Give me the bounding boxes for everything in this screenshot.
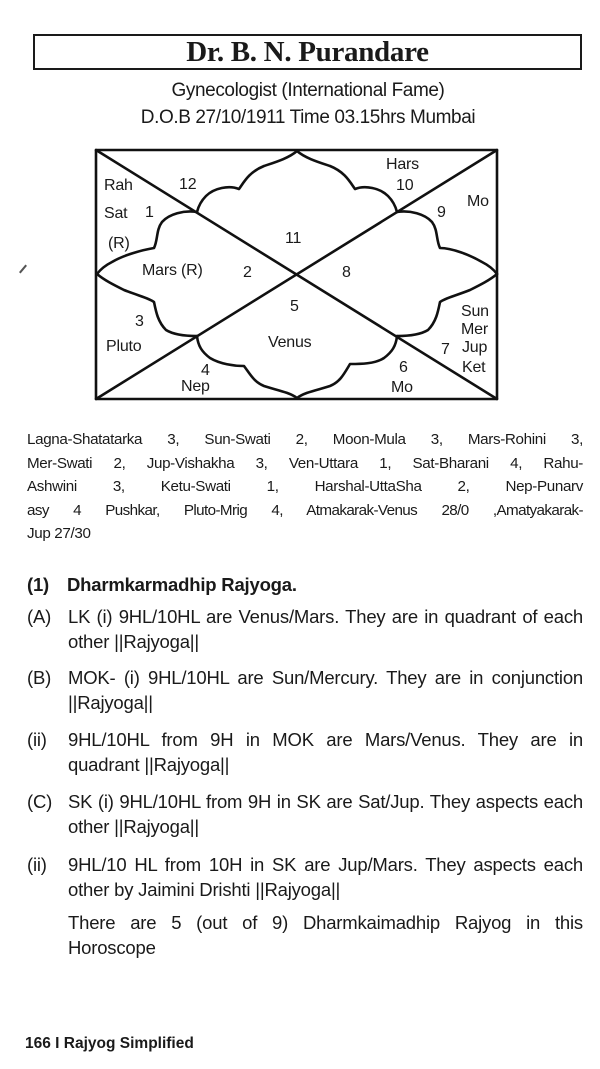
item-marker: (A) [27, 606, 52, 627]
rajyoga-item-b [27, 665, 583, 715]
house-6-number: 6 [399, 359, 408, 376]
house-9-planet-mo: Mo [467, 193, 489, 210]
house-1-planet-rah: Rah [104, 177, 133, 194]
item-marker: (B) [27, 667, 52, 688]
item-text: MOK- (i) 9HL/10HL are Sun/Mercury. They are in conjunction ||Rajyoga|| [68, 667, 583, 713]
house-7-planet-jup: Jup [462, 339, 488, 356]
rajyoga-item-b-ii [27, 727, 583, 777]
section-heading [27, 574, 297, 596]
item-marker: (ii) [27, 729, 47, 750]
profession-line: Gynecologist (International Fame) [171, 80, 445, 101]
house-10-planet-hars: Hars [386, 156, 419, 173]
house-2-number: 2 [243, 264, 252, 281]
item-text: 9HL/10HL from 9H in MOK are Mars/Venus. They are in quadrant ||Rajyoga|| [68, 729, 583, 775]
house-8-number: 8 [342, 264, 351, 281]
house-5-planet-venus: Venus [268, 334, 312, 351]
item-text: 9HL/10 HL from 10H in SK are Jup/Mars. They aspects each other by Jaimini Drishti ||Rajyoga|| [68, 854, 583, 900]
nakshatra-paragraph [27, 428, 583, 546]
birth-details-line: D.O.B 27/10/1911 Time 03.15hrs Mumbai [140, 107, 476, 128]
house-1-planet-sat: Sat [104, 205, 128, 222]
section-number: (1) [27, 574, 50, 595]
item-marker: (ii) [27, 854, 47, 875]
house-7-number: 7 [441, 341, 450, 358]
nakshatra-line: Mer-Swati 2, Jup-Vishakha 3, Ven-Uttara 1, Sat-Bharani 4, Rahu- [27, 454, 583, 472]
house-1-retro-marker: (R) [108, 235, 130, 252]
house-10-number: 10 [396, 177, 414, 194]
house-7-planet-ket: Ket [462, 359, 486, 376]
house-4-number: 4 [201, 362, 210, 379]
house-7-planet-sun: Sun [461, 303, 489, 320]
horoscope-chart [0, 0, 600, 420]
rajyoga-item-c [27, 789, 583, 839]
house-3-planet-pluto: Pluto [106, 338, 142, 355]
item-text: LK (i) 9HL/10HL are Venus/Mars. They are in quadrant of each other ||Rajyoga|| [68, 606, 583, 652]
page-title: Dr. B. N. Purandare [186, 36, 429, 68]
house-3-number: 3 [135, 313, 144, 330]
item-marker: (C) [27, 791, 53, 812]
nakshatra-line: Lagna-Shatatarka 3, Sun-Swati 2, Moon-Mula 3, Mars-Rohini 3, [27, 431, 583, 448]
house-7-planet-mer: Mer [461, 321, 488, 338]
item-text: SK (i) 9HL/10HL from 9H in SK are Sat/Jup. They aspects each other ||Rajyoga|| [68, 791, 583, 837]
rajyoga-item-c-ii [27, 852, 583, 902]
nakshatra-line: Jup 27/30 [27, 525, 91, 542]
house-1-number: 1 [145, 204, 154, 221]
nakshatra-line: asy 4 Pushkar, Pluto-Mrig 4, Atmakarak-Venus 28/0 ,Amatyakarak- [27, 501, 583, 519]
section-title: Dharmkarmadhip Rajyoga. [67, 574, 297, 595]
house-2-planet-mars: Mars (R) [142, 262, 203, 279]
house-4-planet-nep: Nep [181, 378, 210, 395]
nakshatra-line: Ashwini 3, Ketu-Swati 1, Harshal-UttaSha 2, Nep-Punarv [27, 478, 583, 495]
house-12-number: 12 [179, 176, 197, 193]
house-5-number: 5 [290, 298, 299, 315]
house-11-number: 11 [285, 230, 302, 247]
page-footer: 166 I Rajyog Simplified [25, 1035, 194, 1052]
rajyoga-conclusion [27, 910, 583, 960]
conclusion-text: There are 5 (out of 9) Dharmkaimadhip Rajyog in this Horoscope [68, 912, 583, 958]
house-6-planet-mo: Mo [391, 379, 413, 396]
house-9-number: 9 [437, 204, 446, 221]
rajyoga-item-a [27, 604, 583, 654]
chart-lines [0, 0, 600, 420]
